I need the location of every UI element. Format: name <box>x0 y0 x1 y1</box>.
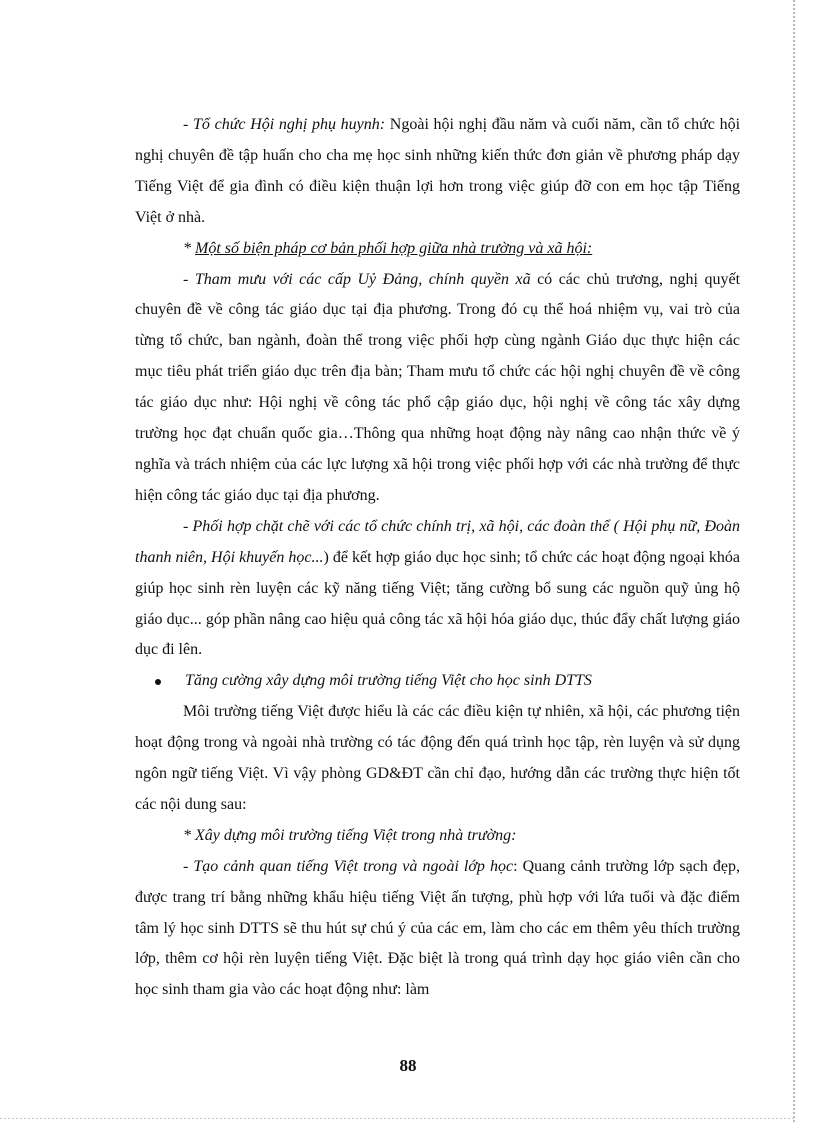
italic-subheading: * Xây dựng môi trường tiếng Việt trong nhà trường: <box>183 826 517 844</box>
subheading-school-environment <box>135 821 740 852</box>
italic-lead: Tổ chức Hội nghị phụ huynh: <box>193 116 386 133</box>
italic-lead: - Phối hợp chặt chẽ với các tổ chức chính trị, xã hội, các đoàn thể ( Hội phụ nữ, Đoàn thanh niên, Hội khuyến học... <box>135 517 740 566</box>
star-mark: * <box>183 239 195 257</box>
paragraph-text: ) để kết hợp giáo dục học sinh; tổ chức các hoạt động ngoại khóa giúp học sinh rèn luyện các kỹ năng tiếng Việt; tăng cường bổ sung các nguồn quỹ ủng hộ giáo dục... góp phần nâng cao hiệu quả công tác xã hội hóa giáo dục, thúc đẩy chất lượng giáo dục đi lên. <box>135 548 741 659</box>
paragraph-text: có các chủ trương, nghị quyết chuyên đề về công tác giáo dục tại địa phương. Trong đó cụ thể hoá nhiệm vụ, vai trò của từng tổ chức, ban ngành, đoàn thể trong việc phối hợp cùng ngành Giáo dục thực hiện các mục tiêu phát triển giáo dục trên địa bàn; Tham mưu tổ chức các hội nghị chuyên đề về công tác giáo dục như: Hội nghị về công tác phổ cập giáo dục, hội nghị về công tác xây dựng trường học đạt chuẩn quốc gia…Thông qua những hoạt động này nâng cao nhận thức về ý nghĩa và trách nhiệm của các lực lượng xã hội trong việc phối hợp với các nhà trường để thực hiện công tác giáo dục tại địa phương. <box>135 270 741 504</box>
dash: - <box>183 116 194 133</box>
paragraph-advise-authorities <box>135 265 740 512</box>
italic-lead: - Tham mưu với các cấp Uỷ Đảng, chính quyền xã <box>183 270 531 288</box>
bullet-item <box>135 666 740 697</box>
paragraph-text: : Quang cảnh trường lớp sạch đẹp, được trang trí bằng những khẩu hiệu tiếng Việt ấn tượng, phù hợp với lứa tuổi và đặc điểm tâm lý học sinh DTTS sẽ thu hút sự chú ý của các em, làm cho các em thêm yêu thích trường lớp, thêm cơ hội rèn luyện tiếng Việt. Đặc biệt là trong quá trình dạy học giáo viên cần cho học sinh tham gia vào các hoạt động như: làm <box>135 857 741 999</box>
bullet-icon <box>155 679 161 685</box>
paragraph-text: Ngoài hội nghị đầu năm và cuối năm, cần tổ chức hội nghị chuyên đề tập huấn cho cha mẹ học sinh những kiến thức đơn giản về phương pháp dạy Tiếng Việt để gia đình có điều kiện thuận lợi hơn trong việc giúp đỡ con em học tập Tiếng Việt ở nhà. <box>135 116 741 226</box>
paragraph-parent-conference <box>135 110 740 234</box>
page-number: 88 <box>399 1056 417 1075</box>
page-border-right <box>793 0 795 1123</box>
paragraph-environment-definition: Môi trường tiếng Việt được hiểu là các các điều kiện tự nhiên, xã hội, các phương tiện hoạt động trong và ngoài nhà trường có tác động đến quá trình học tập, rèn luyện và sử dụng ngôn ngữ tiếng Việt. Vì vậy phòng GD&ĐT cần chỉ đạo, hướng dẫn các trường thực hiện tốt các nội dung sau: <box>135 703 740 813</box>
underlined-heading: Một số biện pháp cơ bản phối hợp giữa nhà trường và xã hội: <box>195 239 593 257</box>
body-text <box>135 110 740 1006</box>
italic-lead: - Tạo cảnh quan tiếng Việt trong và ngoài lớp học <box>183 857 514 875</box>
paragraph-coordinate-organizations <box>135 512 740 667</box>
bullet-text: Tăng cường xây dựng môi trường tiếng Việt cho học sinh DTTS <box>185 672 592 690</box>
paragraph-landscape <box>135 852 740 1007</box>
page-border-bottom <box>0 1118 795 1119</box>
section-heading-school-society <box>135 234 740 265</box>
